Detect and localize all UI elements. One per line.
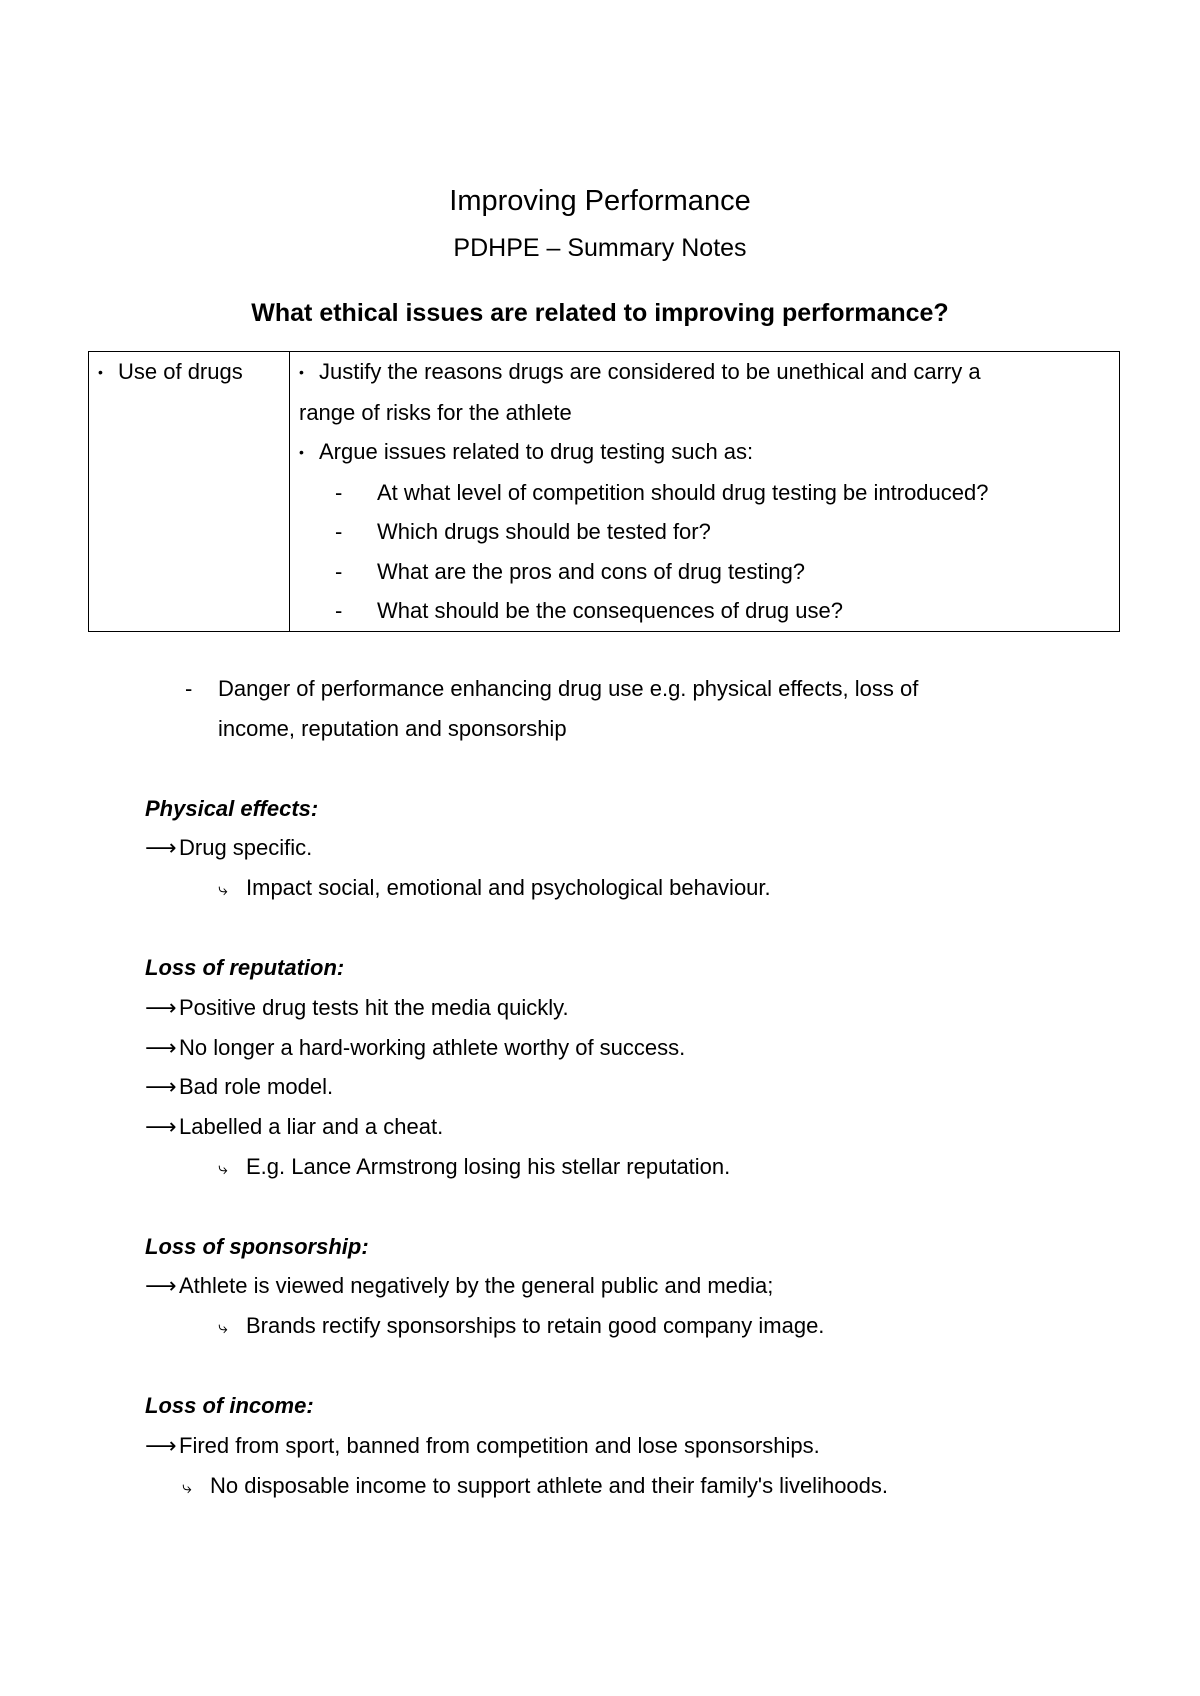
loss-of-sponsorship-title: Loss of sponsorship: [145,1234,369,1259]
hook-arrow-icon: ⤷ [182,1478,192,1497]
sub-list-item [299,591,1111,631]
sub-point-text: At what level of competition should drug testing be introduced? [377,479,989,505]
syllabus-table [88,351,1120,632]
arrow-icon: ⟶ [145,1114,177,1139]
point-text: Positive drug tests hit the media quickly. [179,995,569,1020]
point-text: Athlete is viewed negatively by the general public and media; [179,1273,774,1298]
sub-list-item [299,552,1111,592]
dash-icon: - [335,558,343,584]
dash-icon: - [335,479,343,505]
intro-line-2: income, reputation and sponsorship [218,716,567,741]
sub-point-text: What should be the consequences of drug use? [377,598,843,623]
sub-point-text: E.g. Lance Armstrong losing his stellar reputation. [246,1154,731,1179]
sub-point-text: No disposable income to support athlete and their family's livelihoods. [210,1473,889,1498]
loss-of-income-title: Loss of income: [145,1393,314,1418]
hook-arrow-icon: ⤷ [218,1318,228,1337]
list-item [145,1266,773,1306]
point-text: Labelled a liar and a cheat. [179,1114,444,1139]
physical-effects-title: Physical effects: [145,796,319,821]
intro-line-1: Danger of performance enhancing drug use e.g. physical effects, loss of [218,676,919,701]
list-item [299,352,1111,393]
sub-point-text: Brands rectify sponsorships to retain good company image. [246,1313,825,1338]
arrow-icon: ⟶ [145,835,177,860]
sub-list-item [299,512,1111,552]
document-title: Improving Performance [449,185,751,217]
point-text: Argue issues related to drug testing such as: [319,439,754,464]
arrow-icon: ⟶ [145,1035,177,1060]
dash-icon: - [335,519,343,544]
list-item [299,432,1111,473]
hook-arrow-icon: ⤷ [218,1159,228,1178]
topic-label: Use of drugs [118,359,243,384]
list-item [145,1107,443,1147]
list-item [145,1426,820,1466]
arrow-icon: ⟶ [145,995,177,1020]
sub-list-item [218,1306,824,1348]
sub-point-text: Impact social, emotional and psychological behaviour. [246,875,771,900]
list-item [145,828,312,868]
bullet-icon: • [299,364,304,380]
arrow-icon: ⟶ [145,1433,177,1458]
list-item-continuation [299,393,1111,433]
topic-cell [89,352,290,632]
point-text: Fired from sport, banned from competition and lose sponsorships. [179,1433,820,1458]
list-item [145,1067,333,1107]
sub-list-item [299,473,1111,513]
sub-point-text: What are the pros and cons of drug testing? [377,558,806,584]
arrow-icon: ⟶ [145,1273,177,1298]
sub-list-item [218,1147,730,1189]
dash-icon: - [335,598,343,623]
point-text: range of risks for the athlete [299,399,572,425]
sub-point-text: Which drugs should be tested for? [377,519,711,544]
content-cell [290,352,1120,632]
list-item [145,988,569,1028]
list-item [145,1028,685,1068]
point-text: Bad role model. [179,1074,334,1099]
loss-of-reputation-title: Loss of reputation: [145,955,345,980]
point-text: Drug specific. [179,835,313,860]
document-subtitle: PDHPE – Summary Notes [453,234,747,262]
bullet-icon: • [299,444,304,460]
bullet-icon: • [98,364,103,380]
hook-arrow-icon: ⤷ [218,880,228,899]
table-row [89,352,1120,632]
sub-list-item [218,868,771,910]
intro-dash-icon: - [185,676,193,701]
section-question: What ethical issues are related to improving performance? [251,299,949,327]
sub-list-item [182,1466,888,1508]
point-text: No longer a hard-working athlete worthy of success. [179,1035,686,1060]
point-text: Justify the reasons drugs are considered to be unethical and carry a [319,359,981,384]
arrow-icon: ⟶ [145,1074,177,1099]
